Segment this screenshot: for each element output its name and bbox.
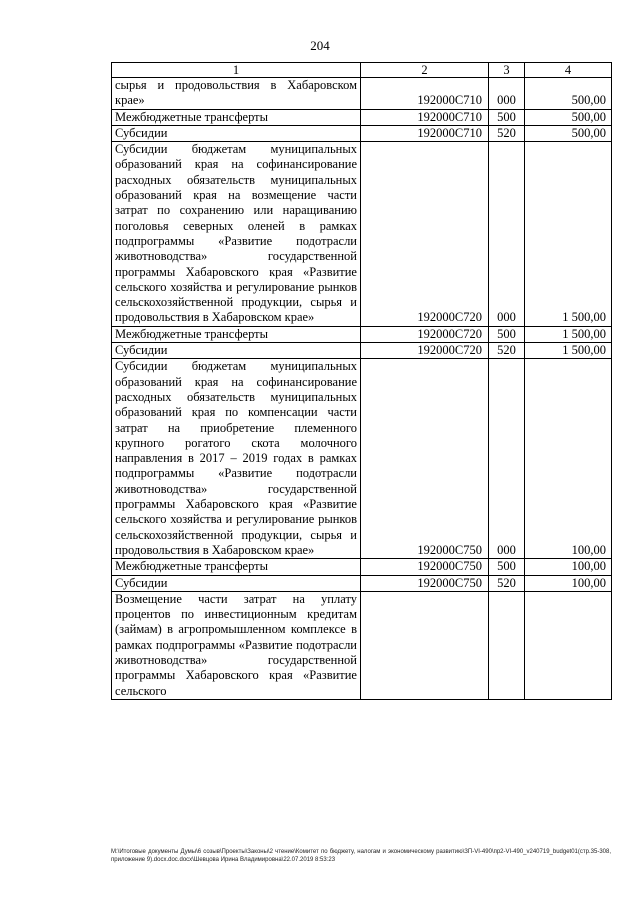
table-row (112, 109, 612, 125)
row-amount: 100,00 (525, 575, 612, 591)
page-number: 204 (310, 38, 330, 53)
table-row (112, 142, 612, 327)
row-name: Субсидии (112, 343, 361, 359)
table-row (112, 125, 612, 141)
row-name: Субсидии (112, 125, 361, 141)
row-code: 192000С710 (361, 125, 489, 141)
row-amount: 1 500,00 (525, 343, 612, 359)
table-row (112, 343, 612, 359)
table-row (112, 559, 612, 575)
row-code: 192000С750 (361, 559, 489, 575)
row-code: 192000С750 (361, 575, 489, 591)
row-type: 000 (489, 359, 525, 559)
row-code: 192000С710 (361, 109, 489, 125)
row-amount: 1 500,00 (525, 326, 612, 342)
table-row (112, 78, 612, 110)
row-name: Субсидии бюджетам муниципальных образований края на софинансирование расходных обязательств муниципальных образований края по компенсации части затрат на приобретение племенного крупного рогатого скота молочного направления в 2017 – 2019 годах в рамках подпрограммы «Развитие подотрасли животноводства» государственной программы Хабаровского края «Развитие сельского хозяйства и регулирование рынков сельскохозяйственной продукции, сырья и продовольствия в Хабаровском крае» (112, 359, 361, 559)
header-row (112, 63, 612, 78)
row-type: 000 (489, 142, 525, 327)
table-row (112, 591, 612, 699)
table-row (112, 359, 612, 559)
row-type: 000 (489, 78, 525, 110)
row-type: 520 (489, 343, 525, 359)
row-name: Межбюджетные трансферты (112, 326, 361, 342)
row-type (489, 591, 525, 699)
row-name: Возмещение части затрат на уплату процентов по инвестиционным кредитам (займам) в агропромышленном комплексе в рамках подпрограммы «Развитие подотрасли животноводства» государственной программы Хабаровского края «Развитие сельского (112, 591, 361, 699)
row-name: Субсидии бюджетам муниципальных образований края на софинансирование расходных обязательств муниципальных образований края на возмещение части затрат по сохранению или наращиванию поголовья северных оленей в рамках подпрограммы «Развитие подотрасли животноводства» государственной программы Хабаровского края «Развитие сельского хозяйства и регулирование рынков сельскохозяйственной продукции, сырья и продовольствия в Хабаровском крае» (112, 142, 361, 327)
row-type: 500 (489, 109, 525, 125)
row-amount: 500,00 (525, 78, 612, 110)
table-row (112, 326, 612, 342)
row-name: Субсидии (112, 575, 361, 591)
row-amount: 100,00 (525, 559, 612, 575)
row-name: Межбюджетные трансферты (112, 109, 361, 125)
row-code: 192000С720 (361, 326, 489, 342)
row-type: 520 (489, 125, 525, 141)
row-amount (525, 591, 612, 699)
row-amount: 500,00 (525, 125, 612, 141)
row-code: 192000С750 (361, 359, 489, 559)
budget-table (111, 62, 612, 700)
row-name: Межбюджетные трансферты (112, 559, 361, 575)
row-code: 192000С710 (361, 78, 489, 110)
header-cell-3: 3 (489, 63, 525, 78)
document-path-footer: M:\Итоговые документы Думы\6 созыв\Проекты\Законы\2 чтение\Комитет по бюджету, налогам и экономическому развитию\ЗП-VI-490\пр2-VI-490_v240719_budget01(стр.35-308, приложение 9).docx.doc.docx\Шевцова Ирина Владимировна\22.07.2019 8:53:23 (111, 849, 611, 863)
table-row (112, 575, 612, 591)
header-cell-4: 4 (525, 63, 612, 78)
row-amount: 100,00 (525, 359, 612, 559)
row-code: 192000С720 (361, 142, 489, 327)
row-code (361, 591, 489, 699)
row-type: 500 (489, 559, 525, 575)
row-type: 500 (489, 326, 525, 342)
row-code: 192000С720 (361, 343, 489, 359)
row-name: сырья и продовольствия в Хабаровском крае» (112, 78, 361, 110)
row-type: 520 (489, 575, 525, 591)
header-cell-1: 1 (112, 63, 361, 78)
row-amount: 500,00 (525, 109, 612, 125)
header-cell-2: 2 (361, 63, 489, 78)
row-amount: 1 500,00 (525, 142, 612, 327)
